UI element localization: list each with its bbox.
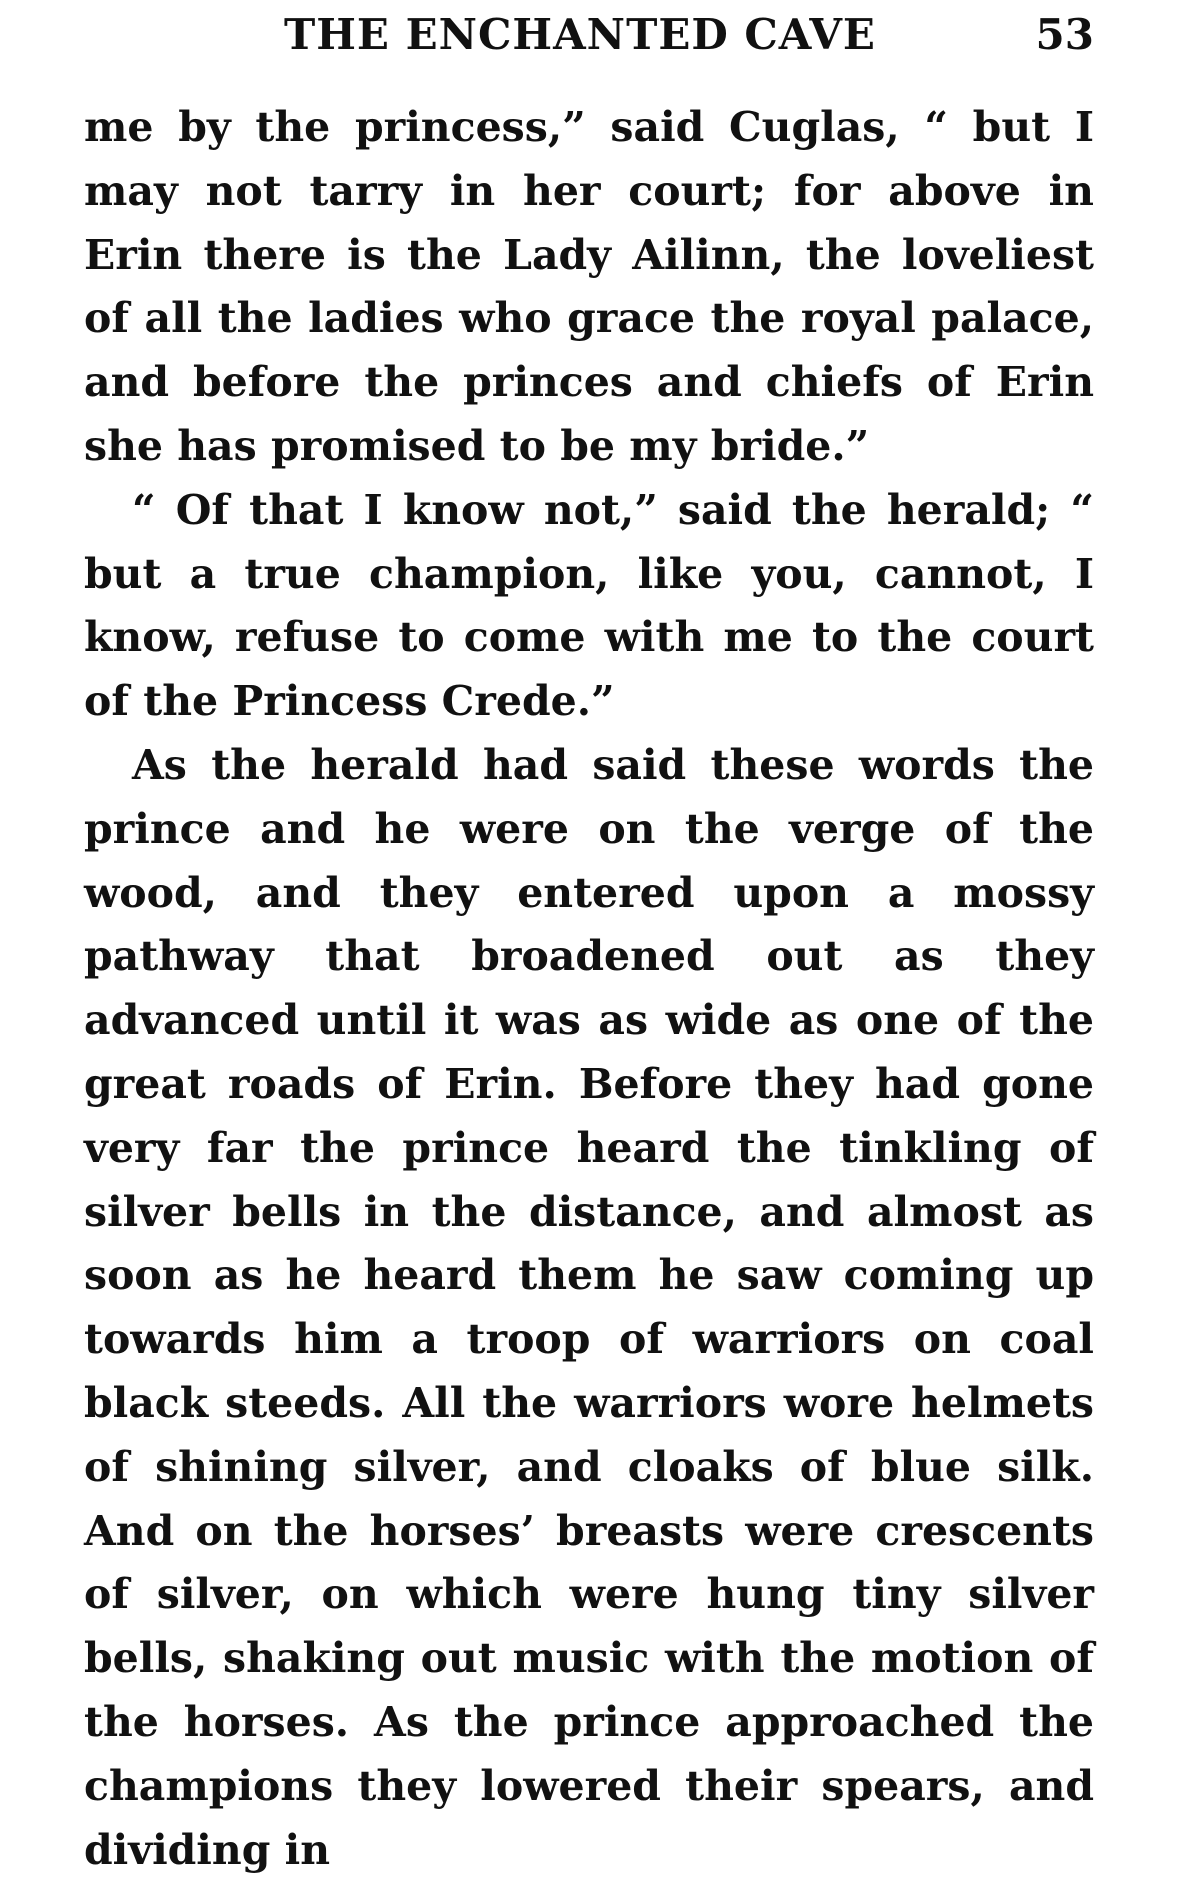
paragraph-troop-of-warriors: As the herald had said these words the prince and he were on the verge of the wood, and they entered upon a mossy pathway that broadened out as they advanced until it was as wide as one of the great roads of Erin. Before they had gone very far the prince heard the tinkling of silver bells in the distance, and almost as soon as he heard them he saw coming up towards him a troop of warriors on coal black steeds. All the warriors wore helmets of shining silver, and cloaks of blue silk. And on the horses’ breasts were crescents of silver, on which were hung tiny silver bells, shaking out music with the motion of the horses. As the prince approached the champions they lowered their spears, and dividing in: [84, 740, 1094, 1874]
running-head: [84, 10, 1094, 70]
page-number: 53: [1035, 10, 1094, 59]
body-text: [84, 96, 1094, 1882]
running-title: THE ENCHANTED CAVE: [284, 10, 876, 59]
paragraph-continued: me by the princess,” said Cuglas, “ but I may not tarry in her court; for above in Erin there is the Lady Ailinn, the loveliest of all the ladies who grace the royal palace, and before the princes and chiefs of Erin she has promised to be my bride.”: [84, 103, 1094, 470]
paragraph-herald-reply: “ Of that I know not,” said the herald; “ but a true champion, like you, cannot, I know, refuse to come with me to the court of the Princess Crede.”: [84, 485, 1094, 726]
